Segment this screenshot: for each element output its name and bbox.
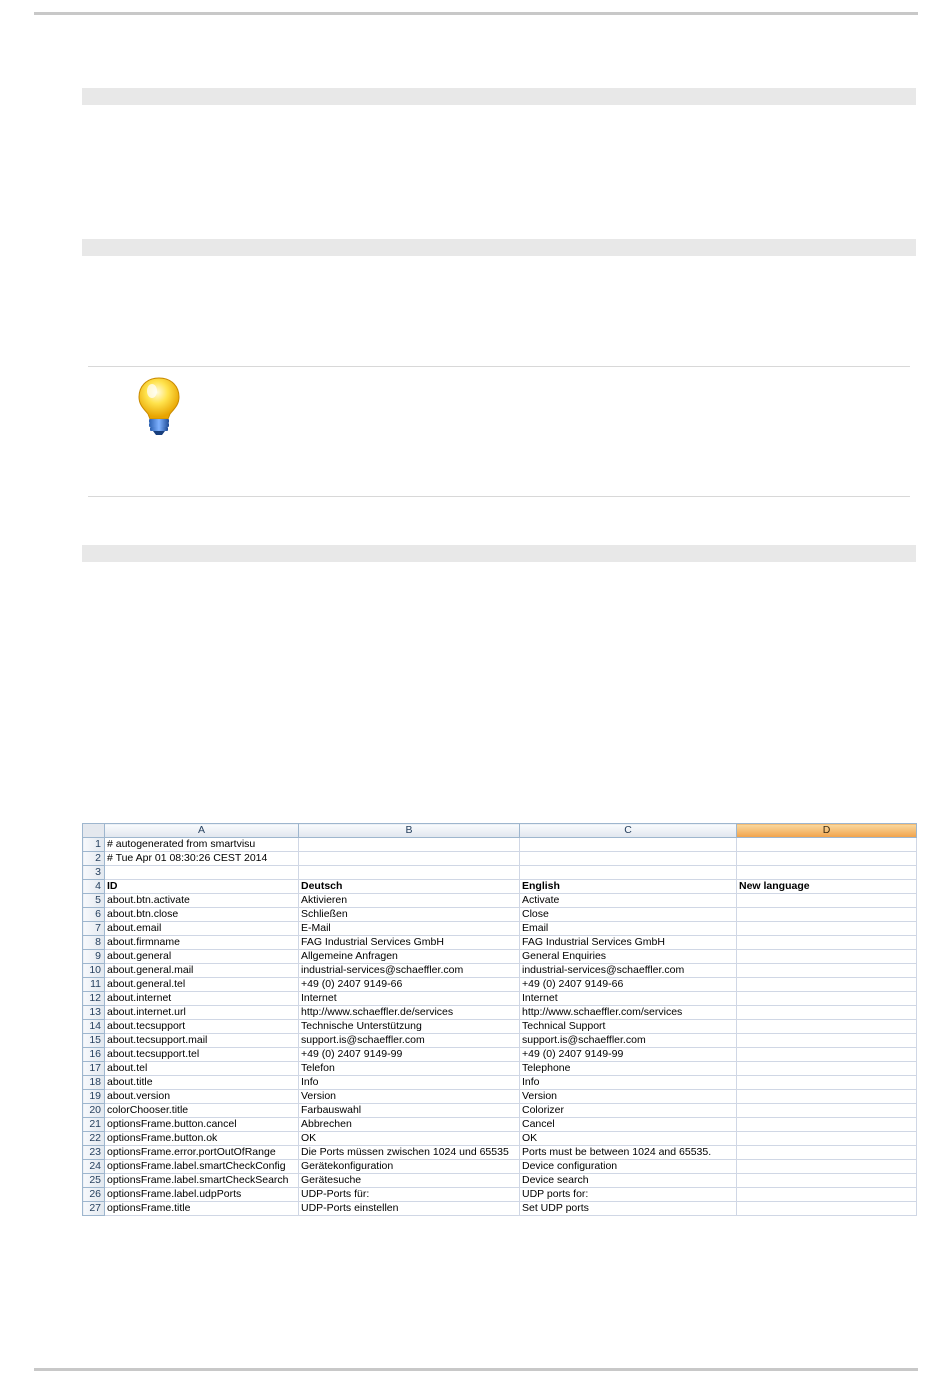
- cell-d[interactable]: [737, 1188, 917, 1202]
- table-row: [83, 1174, 917, 1188]
- table-row: [83, 1020, 917, 1034]
- cell-d[interactable]: [737, 978, 917, 992]
- column-header-d[interactable]: D: [737, 824, 917, 838]
- cell-d[interactable]: [737, 1174, 917, 1188]
- cell-a[interactable]: about.firmname: [105, 936, 299, 950]
- cell-d[interactable]: [737, 1160, 917, 1174]
- cell-d[interactable]: [737, 936, 917, 950]
- cell-d[interactable]: [737, 992, 917, 1006]
- table-row: [83, 950, 917, 964]
- cell-b[interactable]: FAG Industrial Services GmbH: [299, 936, 520, 950]
- cell-b[interactable]: Farbauswahl: [299, 1104, 520, 1118]
- cell-d[interactable]: [737, 1132, 917, 1146]
- table-row: [83, 964, 917, 978]
- cell-d[interactable]: [737, 1146, 917, 1160]
- row-header[interactable]: 19: [83, 1090, 105, 1104]
- cell-a[interactable]: about.btn.activate: [105, 894, 299, 908]
- column-header-b[interactable]: B: [299, 824, 520, 838]
- cell-a[interactable]: about.title: [105, 1076, 299, 1090]
- table-row: [83, 1160, 917, 1174]
- cell-c[interactable]: [520, 838, 737, 852]
- top-rule: [34, 12, 918, 15]
- table-row: [83, 1048, 917, 1062]
- cell-a[interactable]: # autogenerated from smartvisu: [105, 838, 299, 852]
- cell-c[interactable]: Set UDP ports: [520, 1202, 737, 1216]
- row-header[interactable]: 23: [83, 1146, 105, 1160]
- cell-a[interactable]: about.tecsupport.mail: [105, 1034, 299, 1048]
- cell-a[interactable]: about.btn.close: [105, 908, 299, 922]
- table-row: [83, 1188, 917, 1202]
- cell-a[interactable]: about.email: [105, 922, 299, 936]
- cell-a[interactable]: optionsFrame.label.smartCheckSearch: [105, 1174, 299, 1188]
- cell-c[interactable]: English: [520, 880, 737, 894]
- cell-c[interactable]: Colorizer: [520, 1104, 737, 1118]
- row-header[interactable]: 18: [83, 1076, 105, 1090]
- table-row: [83, 1118, 917, 1132]
- cell-c[interactable]: Device search: [520, 1174, 737, 1188]
- table-row: [83, 978, 917, 992]
- cell-c[interactable]: Internet: [520, 992, 737, 1006]
- cell-c[interactable]: +49 (0) 2407 9149-66: [520, 978, 737, 992]
- table-row: [83, 922, 917, 936]
- cell-a[interactable]: optionsFrame.button.cancel: [105, 1118, 299, 1132]
- cell-d[interactable]: [737, 908, 917, 922]
- row-header[interactable]: 22: [83, 1132, 105, 1146]
- cell-d[interactable]: [737, 1034, 917, 1048]
- cell-a[interactable]: about.internet.url: [105, 1006, 299, 1020]
- bottom-rule: [34, 1368, 918, 1371]
- note-top-divider: [88, 366, 910, 367]
- row-header[interactable]: 26: [83, 1188, 105, 1202]
- cell-c[interactable]: Email: [520, 922, 737, 936]
- cell-c[interactable]: General Enquiries: [520, 950, 737, 964]
- table-row: [83, 838, 917, 852]
- cell-c[interactable]: Telephone: [520, 1062, 737, 1076]
- cell-d[interactable]: [737, 1090, 917, 1104]
- row-header[interactable]: 20: [83, 1104, 105, 1118]
- table-row: [83, 1132, 917, 1146]
- section-heading-band-1: [82, 88, 916, 105]
- cell-c[interactable]: Ports must be between 1024 and 65535.: [520, 1146, 737, 1160]
- cell-c[interactable]: FAG Industrial Services GmbH: [520, 936, 737, 950]
- cell-d[interactable]: [737, 838, 917, 852]
- cell-b[interactable]: Die Ports müssen zwischen 1024 und 65535: [299, 1146, 520, 1160]
- cell-a[interactable]: about.tecsupport: [105, 1020, 299, 1034]
- table-row: [83, 1090, 917, 1104]
- table-row: [83, 908, 917, 922]
- row-header[interactable]: 6: [83, 908, 105, 922]
- cell-b[interactable]: Internet: [299, 992, 520, 1006]
- row-header[interactable]: 21: [83, 1118, 105, 1132]
- cell-c[interactable]: Cancel: [520, 1118, 737, 1132]
- table-row: [83, 1006, 917, 1020]
- cell-a[interactable]: ID: [105, 880, 299, 894]
- cell-c[interactable]: Close: [520, 908, 737, 922]
- cell-d[interactable]: [737, 964, 917, 978]
- note-bottom-divider: [88, 496, 910, 497]
- table-row: [83, 852, 917, 866]
- lightbulb-icon: [134, 376, 184, 436]
- cell-a[interactable]: # Tue Apr 01 08:30:26 CEST 2014: [105, 852, 299, 866]
- cell-b[interactable]: [299, 852, 520, 866]
- row-header[interactable]: 10: [83, 964, 105, 978]
- cell-a[interactable]: about.internet: [105, 992, 299, 1006]
- cell-c[interactable]: Device configuration: [520, 1160, 737, 1174]
- cell-d[interactable]: [737, 852, 917, 866]
- row-header[interactable]: 15: [83, 1034, 105, 1048]
- cell-a[interactable]: optionsFrame.button.ok: [105, 1132, 299, 1146]
- row-header[interactable]: 2: [83, 852, 105, 866]
- cell-a[interactable]: about.version: [105, 1090, 299, 1104]
- cell-a[interactable]: about.tecsupport.tel: [105, 1048, 299, 1062]
- cell-b[interactable]: Info: [299, 1076, 520, 1090]
- cell-b[interactable]: +49 (0) 2407 9149-99: [299, 1048, 520, 1062]
- cell-a[interactable]: optionsFrame.error.portOutOfRange: [105, 1146, 299, 1160]
- cell-c[interactable]: Version: [520, 1090, 737, 1104]
- row-header[interactable]: 14: [83, 1020, 105, 1034]
- row-header[interactable]: 3: [83, 866, 105, 880]
- table-row: [83, 1076, 917, 1090]
- select-all-corner[interactable]: [83, 824, 105, 838]
- table-row: [83, 880, 917, 894]
- cell-d[interactable]: [737, 894, 917, 908]
- cell-b[interactable]: Abbrechen: [299, 1118, 520, 1132]
- language-spreadsheet: [82, 823, 917, 1216]
- cell-a[interactable]: about.general: [105, 950, 299, 964]
- table-row: [83, 1146, 917, 1160]
- section-heading-band-3: [82, 545, 916, 562]
- table-row: [83, 894, 917, 908]
- row-header[interactable]: 12: [83, 992, 105, 1006]
- cell-d[interactable]: New language: [737, 880, 917, 894]
- cell-c[interactable]: Info: [520, 1076, 737, 1090]
- cell-d[interactable]: [737, 1006, 917, 1020]
- row-header[interactable]: 5: [83, 894, 105, 908]
- cell-a[interactable]: colorChooser.title: [105, 1104, 299, 1118]
- cell-b[interactable]: industrial-services@schaeffler.com: [299, 964, 520, 978]
- cell-a[interactable]: optionsFrame.label.smartCheckConfig: [105, 1160, 299, 1174]
- row-header[interactable]: 27: [83, 1202, 105, 1216]
- row-header[interactable]: 1: [83, 838, 105, 852]
- cell-a[interactable]: [105, 866, 299, 880]
- cell-b[interactable]: [299, 866, 520, 880]
- cell-d[interactable]: [737, 1104, 917, 1118]
- cell-b[interactable]: Gerätesuche: [299, 1174, 520, 1188]
- cell-b[interactable]: http://www.schaeffler.de/services: [299, 1006, 520, 1020]
- cell-d[interactable]: [737, 866, 917, 880]
- cell-a[interactable]: about.general.mail: [105, 964, 299, 978]
- cell-a[interactable]: optionsFrame.label.udpPorts: [105, 1188, 299, 1202]
- cell-b[interactable]: Gerätekonfiguration: [299, 1160, 520, 1174]
- row-header[interactable]: 7: [83, 922, 105, 936]
- cell-b[interactable]: Deutsch: [299, 880, 520, 894]
- row-header[interactable]: 11: [83, 978, 105, 992]
- cell-b[interactable]: [299, 838, 520, 852]
- cell-b[interactable]: Schließen: [299, 908, 520, 922]
- table-row: [83, 1202, 917, 1216]
- row-header[interactable]: 8: [83, 936, 105, 950]
- table-row: [83, 1104, 917, 1118]
- cell-b[interactable]: UDP-Ports einstellen: [299, 1202, 520, 1216]
- row-header[interactable]: 13: [83, 1006, 105, 1020]
- table-row: [83, 1062, 917, 1076]
- table-row: [83, 936, 917, 950]
- section-heading-band-2: [82, 239, 916, 256]
- cell-c[interactable]: http://www.schaeffler.com/services: [520, 1006, 737, 1020]
- cell-b[interactable]: Allgemeine Anfragen: [299, 950, 520, 964]
- cell-d[interactable]: [737, 950, 917, 964]
- cell-c[interactable]: UDP ports for:: [520, 1188, 737, 1202]
- cell-b[interactable]: Version: [299, 1090, 520, 1104]
- cell-b[interactable]: support.is@schaeffler.com: [299, 1034, 520, 1048]
- row-header[interactable]: 16: [83, 1048, 105, 1062]
- cell-d[interactable]: [737, 1076, 917, 1090]
- table-row: [83, 1034, 917, 1048]
- cell-c[interactable]: [520, 852, 737, 866]
- cell-d[interactable]: [737, 922, 917, 936]
- cell-b[interactable]: Telefon: [299, 1062, 520, 1076]
- cell-a[interactable]: about.tel: [105, 1062, 299, 1076]
- cell-b[interactable]: +49 (0) 2407 9149-66: [299, 978, 520, 992]
- row-header[interactable]: 17: [83, 1062, 105, 1076]
- row-header[interactable]: 25: [83, 1174, 105, 1188]
- column-header-a[interactable]: A: [105, 824, 299, 838]
- cell-b[interactable]: E-Mail: [299, 922, 520, 936]
- cell-b[interactable]: Technische Unterstützung: [299, 1020, 520, 1034]
- cell-d[interactable]: [737, 1062, 917, 1076]
- cell-d[interactable]: [737, 1048, 917, 1062]
- cell-b[interactable]: Aktivieren: [299, 894, 520, 908]
- table-row: [83, 866, 917, 880]
- row-header[interactable]: 24: [83, 1160, 105, 1174]
- cell-b[interactable]: UDP-Ports für:: [299, 1188, 520, 1202]
- row-header[interactable]: 9: [83, 950, 105, 964]
- cell-c[interactable]: Technical Support: [520, 1020, 737, 1034]
- cell-a[interactable]: about.general.tel: [105, 978, 299, 992]
- cell-c[interactable]: +49 (0) 2407 9149-99: [520, 1048, 737, 1062]
- cell-d[interactable]: [737, 1202, 917, 1216]
- column-header-row: [83, 824, 917, 838]
- cell-c[interactable]: Activate: [520, 894, 737, 908]
- column-header-c[interactable]: C: [520, 824, 737, 838]
- cell-b[interactable]: OK: [299, 1132, 520, 1146]
- cell-c[interactable]: OK: [520, 1132, 737, 1146]
- cell-a[interactable]: optionsFrame.title: [105, 1202, 299, 1216]
- cell-d[interactable]: [737, 1118, 917, 1132]
- table-row: [83, 992, 917, 1006]
- cell-c[interactable]: [520, 866, 737, 880]
- cell-c[interactable]: industrial-services@schaeffler.com: [520, 964, 737, 978]
- cell-c[interactable]: support.is@schaeffler.com: [520, 1034, 737, 1048]
- row-header[interactable]: 4: [83, 880, 105, 894]
- cell-d[interactable]: [737, 1020, 917, 1034]
